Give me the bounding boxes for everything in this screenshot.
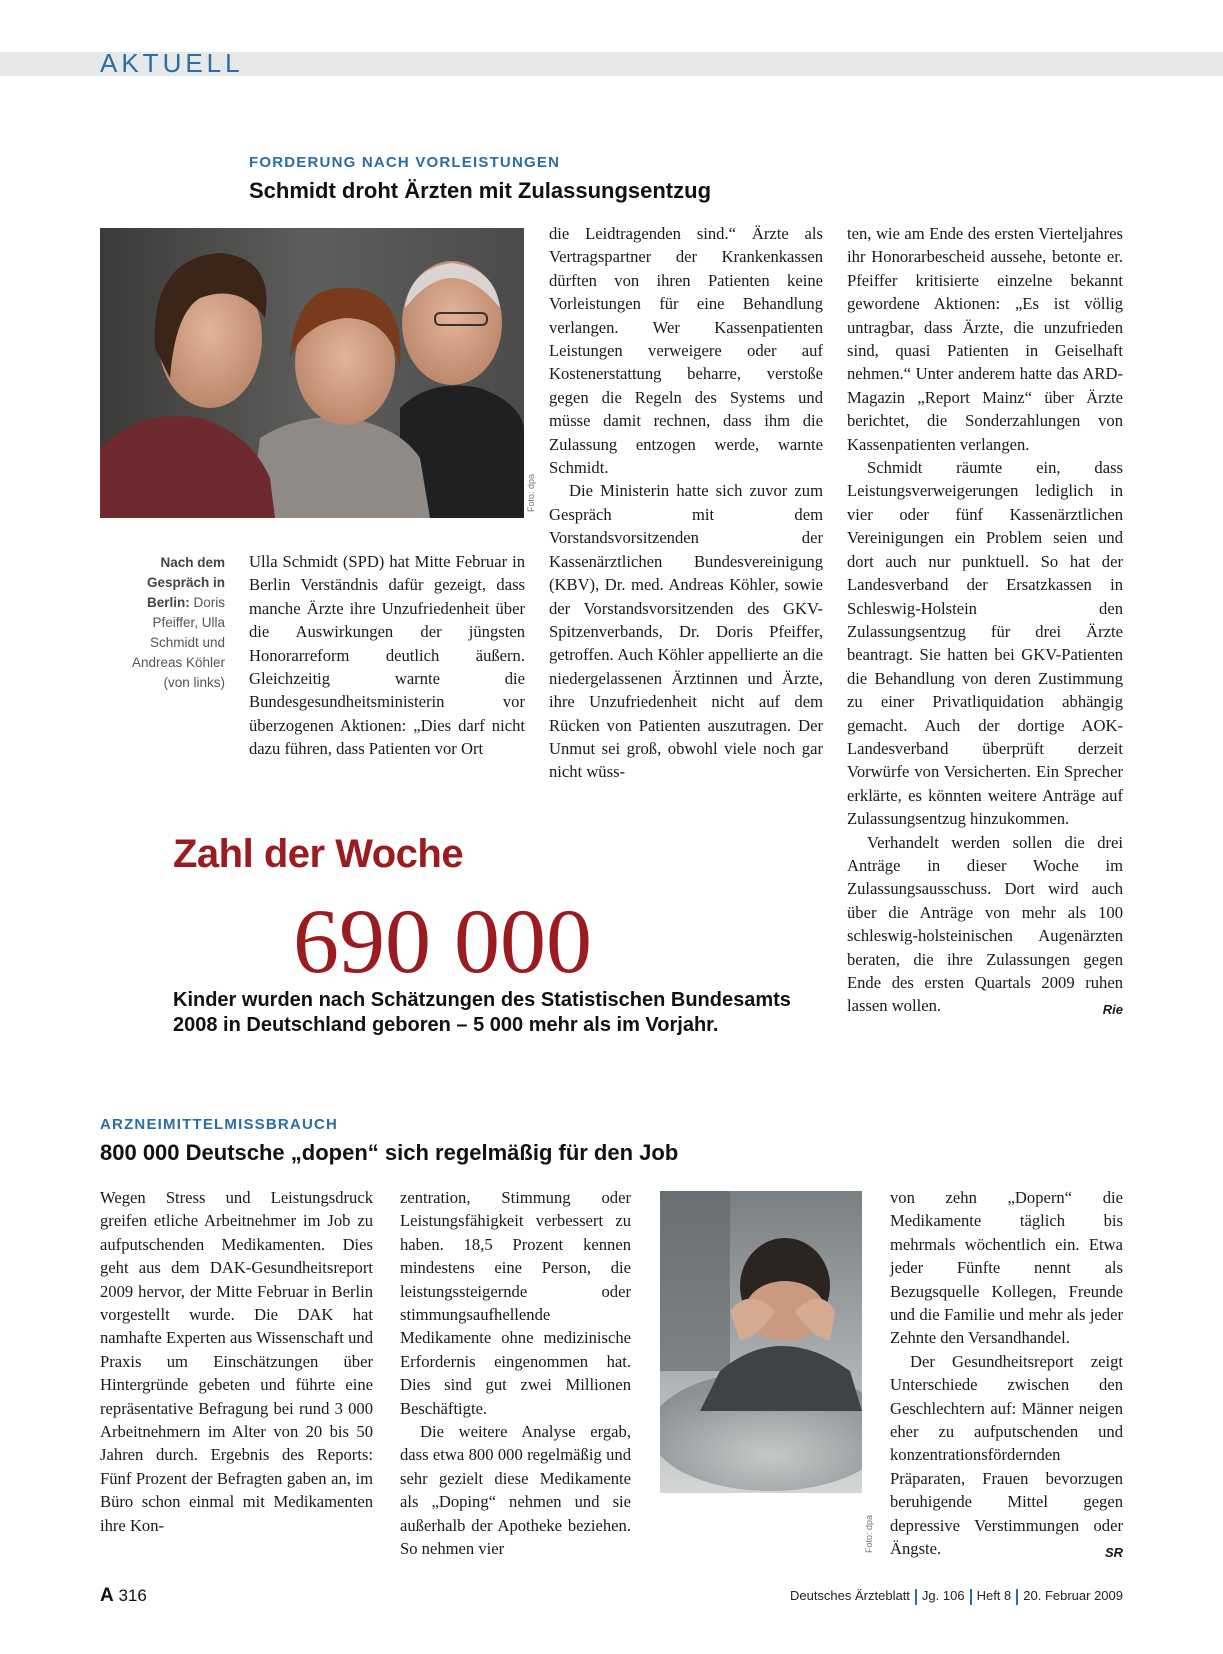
article2-col2: [400, 1186, 631, 1561]
paragraph: zentration, Stimmung oder Leistungsfähigkeit verbessert zu haben. 18,5 Prozent kennen mindestens eine Person, die leistungssteigernde oder stimmungsaufhellende Medikamente ohne medizinische Erfordernis eingenommen hat. Dies sind gut zwei Millionen Beschäftigte.: [400, 1188, 631, 1418]
article2-col3: [890, 1186, 1123, 1565]
article1-photo: [100, 228, 524, 518]
article1-kicker: FORDERUNG NACH VORLEISTUNGEN: [249, 154, 561, 171]
separator: [970, 1589, 972, 1605]
paragraph: von zehn „Dopern“ die Medikamente täglich bis mehrmals wöchentlich ein. Etwa jeder Fünfte nennt als Bezugsquelle Kollegen, Freunde und die Familie und mehr als jeder Zehnte den Versandhandel.: [890, 1188, 1123, 1348]
article2-photo-credit: Foto: dpa: [864, 1514, 874, 1553]
article2-signature: SR: [1104, 1545, 1123, 1561]
paragraph: ten, wie am Ende des ersten Vierteljahres ihr Honorarbescheid aussehe, betonte er. Pfeiffer kritisierte einzelne bekannt gewordene Aktionen: „Es ist völlig untragbar, dass Ärzte, die unzufrieden sind, quasi Patienten in Geiselhaft nehmen.“ Unter anderem hatte das ARD-Magazin „Report Mainz“ über Ärzte berichtet, die Sonderzahlungen von Kassenpatienten verlangen.: [847, 224, 1123, 454]
paragraph: Schmidt räumte ein, dass Leistungsverweigerungen lediglich in vier oder fünf Kassenärztlichen Vereinigungen ein Problem seien und dort auch nur punktuell. So hat der Landesverband der Ersatzkassen in Schleswig-Holstein den Zulassungsentzug für drei Ärzte beantragt. Sie hatten bei GKV-Patienten die Behandlung von deren Zustimmung zu einer Privatliquidation abhängig gemacht. Auch der dortige AOK-Landesverband überprüft derzeit Vorwürfe von Versicherten. Ein Sprecher erklärte, es könnten weitere Anträge auf Zulassungsentzug hinzukommen.: [847, 458, 1123, 829]
separator: [915, 1589, 917, 1605]
paragraph: [890, 1350, 1123, 1561]
article2-photo: [660, 1191, 862, 1493]
article1-col3: [847, 222, 1123, 1022]
journal-issue: Heft 8: [976, 1588, 1012, 1603]
journal-date: 20. Februar 2009: [1023, 1588, 1123, 1603]
zahl-der-woche-number: 690 000: [293, 890, 592, 992]
caption-bold: Nach dem Gespräch in Berlin:: [146, 555, 225, 610]
paragraph: [847, 831, 1123, 1018]
zahl-der-woche-text: Kinder wurden nach Schätzungen des Statistischen Bundesamts 2008 in Deutschland geboren – 5 000 mehr als im Vorjahr.: [173, 989, 791, 1036]
article1-col2: [549, 222, 823, 784]
press-conference-photo: [100, 228, 524, 518]
paragraph: Ulla Schmidt (SPD) hat Mitte Februar in Berlin Verständnis dafür gezeigt, dass manche Ärzte ihre Unzufriedenheit über die Auswirkungen der jüngsten Honorarreform deutlich äußern. Gleichzeitig warnte die Bundesgesundheitsministerin vor überzogenen Aktionen: „Dies darf nicht dazu führen, dass Patienten vor Ort: [249, 552, 525, 759]
separator: [1016, 1589, 1018, 1605]
article1-col1: [249, 550, 525, 761]
page-prefix: A: [100, 1585, 114, 1606]
journal-name: Deutsches Ärzteblatt: [789, 1588, 910, 1603]
footer-journal-info: [790, 1588, 1123, 1605]
zahl-der-woche-title: Zahl der Woche: [173, 832, 464, 876]
section-label: AKTUELL: [100, 48, 244, 78]
article2-headline: 800 000 Deutsche „dopen“ sich regelmäßig für den Job: [100, 1140, 679, 1165]
page-number: [100, 1585, 147, 1607]
article1-photo-credit: Foto: dpa: [526, 473, 536, 512]
article2-col1: [100, 1186, 373, 1537]
page-number-value: 316: [118, 1586, 147, 1605]
article1-headline: Schmidt droht Ärzten mit Zulassungsentzug: [249, 178, 712, 203]
article2-kicker: ARZNEIMITTELMISSBRAUCH: [100, 1116, 339, 1133]
paragraph-text: Der Gesundheitsreport zeigt Unterschiede zwischen den Geschlechtern auf: Männer neigen eher zu aufputschenden und konzentrationsfördernden Präparaten, Frauen bevorzugen beruhigende Mittel gegen depressive Verstimmungen oder Ängste.: [890, 1351, 1123, 1559]
stressed-worker-photo: [660, 1191, 862, 1493]
paragraph: die Leidtragenden sind.“ Ärzte als Vertragspartner der Krankenkassen dürften von ihren Patienten keine Vorleistungen für eine Behandlung verlangen. Wer Kassenpatienten Leistungen verweigere oder auf Kostenerstattung beharre, verstoße gegen die Regeln des Systems und müsse damit rechnen, dass ihm die Zulassung entzogen werde, warnte Schmidt.: [549, 224, 823, 478]
paragraph: Die Ministerin hatte sich zuvor zum Gespräch mit dem Vorstandsvorsitzenden der Kassenärztlichen Bundesvereinigung (KBV), Dr. med. Andreas Köhler, sowie der Vorstandsvorsitzenden des GKV-Spitzenverbands, Dr. Doris Pfeiffer, getroffen. Auch Köhler appellierte an die niedergelassenen Ärztinnen und Ärzte, ihre Unzufriedenheit nicht auf dem Rücken von Patienten auszutragen. Der Unmut sei groß, obwohl viele noch gar nicht wüss-: [549, 481, 823, 782]
caption-text: Doris Pfeiffer, Ulla Schmidt und Andreas Köhler (von links): [131, 595, 225, 690]
paragraph: Die weitere Analyse ergab, dass etwa 800 000 regelmäßig und sehr gezielt diese Medikamente als „Doping“ nehmen und sie außerhalb der Apotheke beziehen. So nehmen vier: [400, 1422, 631, 1559]
article1-signature: Rie: [1102, 1002, 1123, 1018]
journal-volume: Jg. 106: [921, 1588, 965, 1603]
article1-caption: [110, 553, 225, 693]
paragraph-text: Verhandelt werden sollen die drei Anträge in dieser Woche im Zulassungsausschuss. Dort wird auch über die Anträge von mehr als 100 schleswig-holsteinischen Augenärzten beraten, die ihre Zulassungen gegen Ende des ersten Quartals 2009 ruhen lassen wollen.: [847, 832, 1123, 1016]
paragraph: Wegen Stress und Leistungsdruck greifen etliche Arbeitnehmer im Job zu aufputschenden Medikamenten. Dies geht aus dem DAK-Gesundheitsreport 2009 hervor, der Mitte Februar in Berlin vorgestellt wurde. Die DAK hat namhafte Experten aus Wissenschaft und Praxis um Einschätzungen über Hintergründe gebeten und führte eine repräsentative Befragung bei rund 3 000 Arbeitnehmern im Alter von 20 bis 50 Jahren durch. Ergebnis des Reports: Fünf Prozent der Befragten gaben an, im Büro schon einmal mit Medikamenten ihre Kon-: [100, 1188, 373, 1535]
